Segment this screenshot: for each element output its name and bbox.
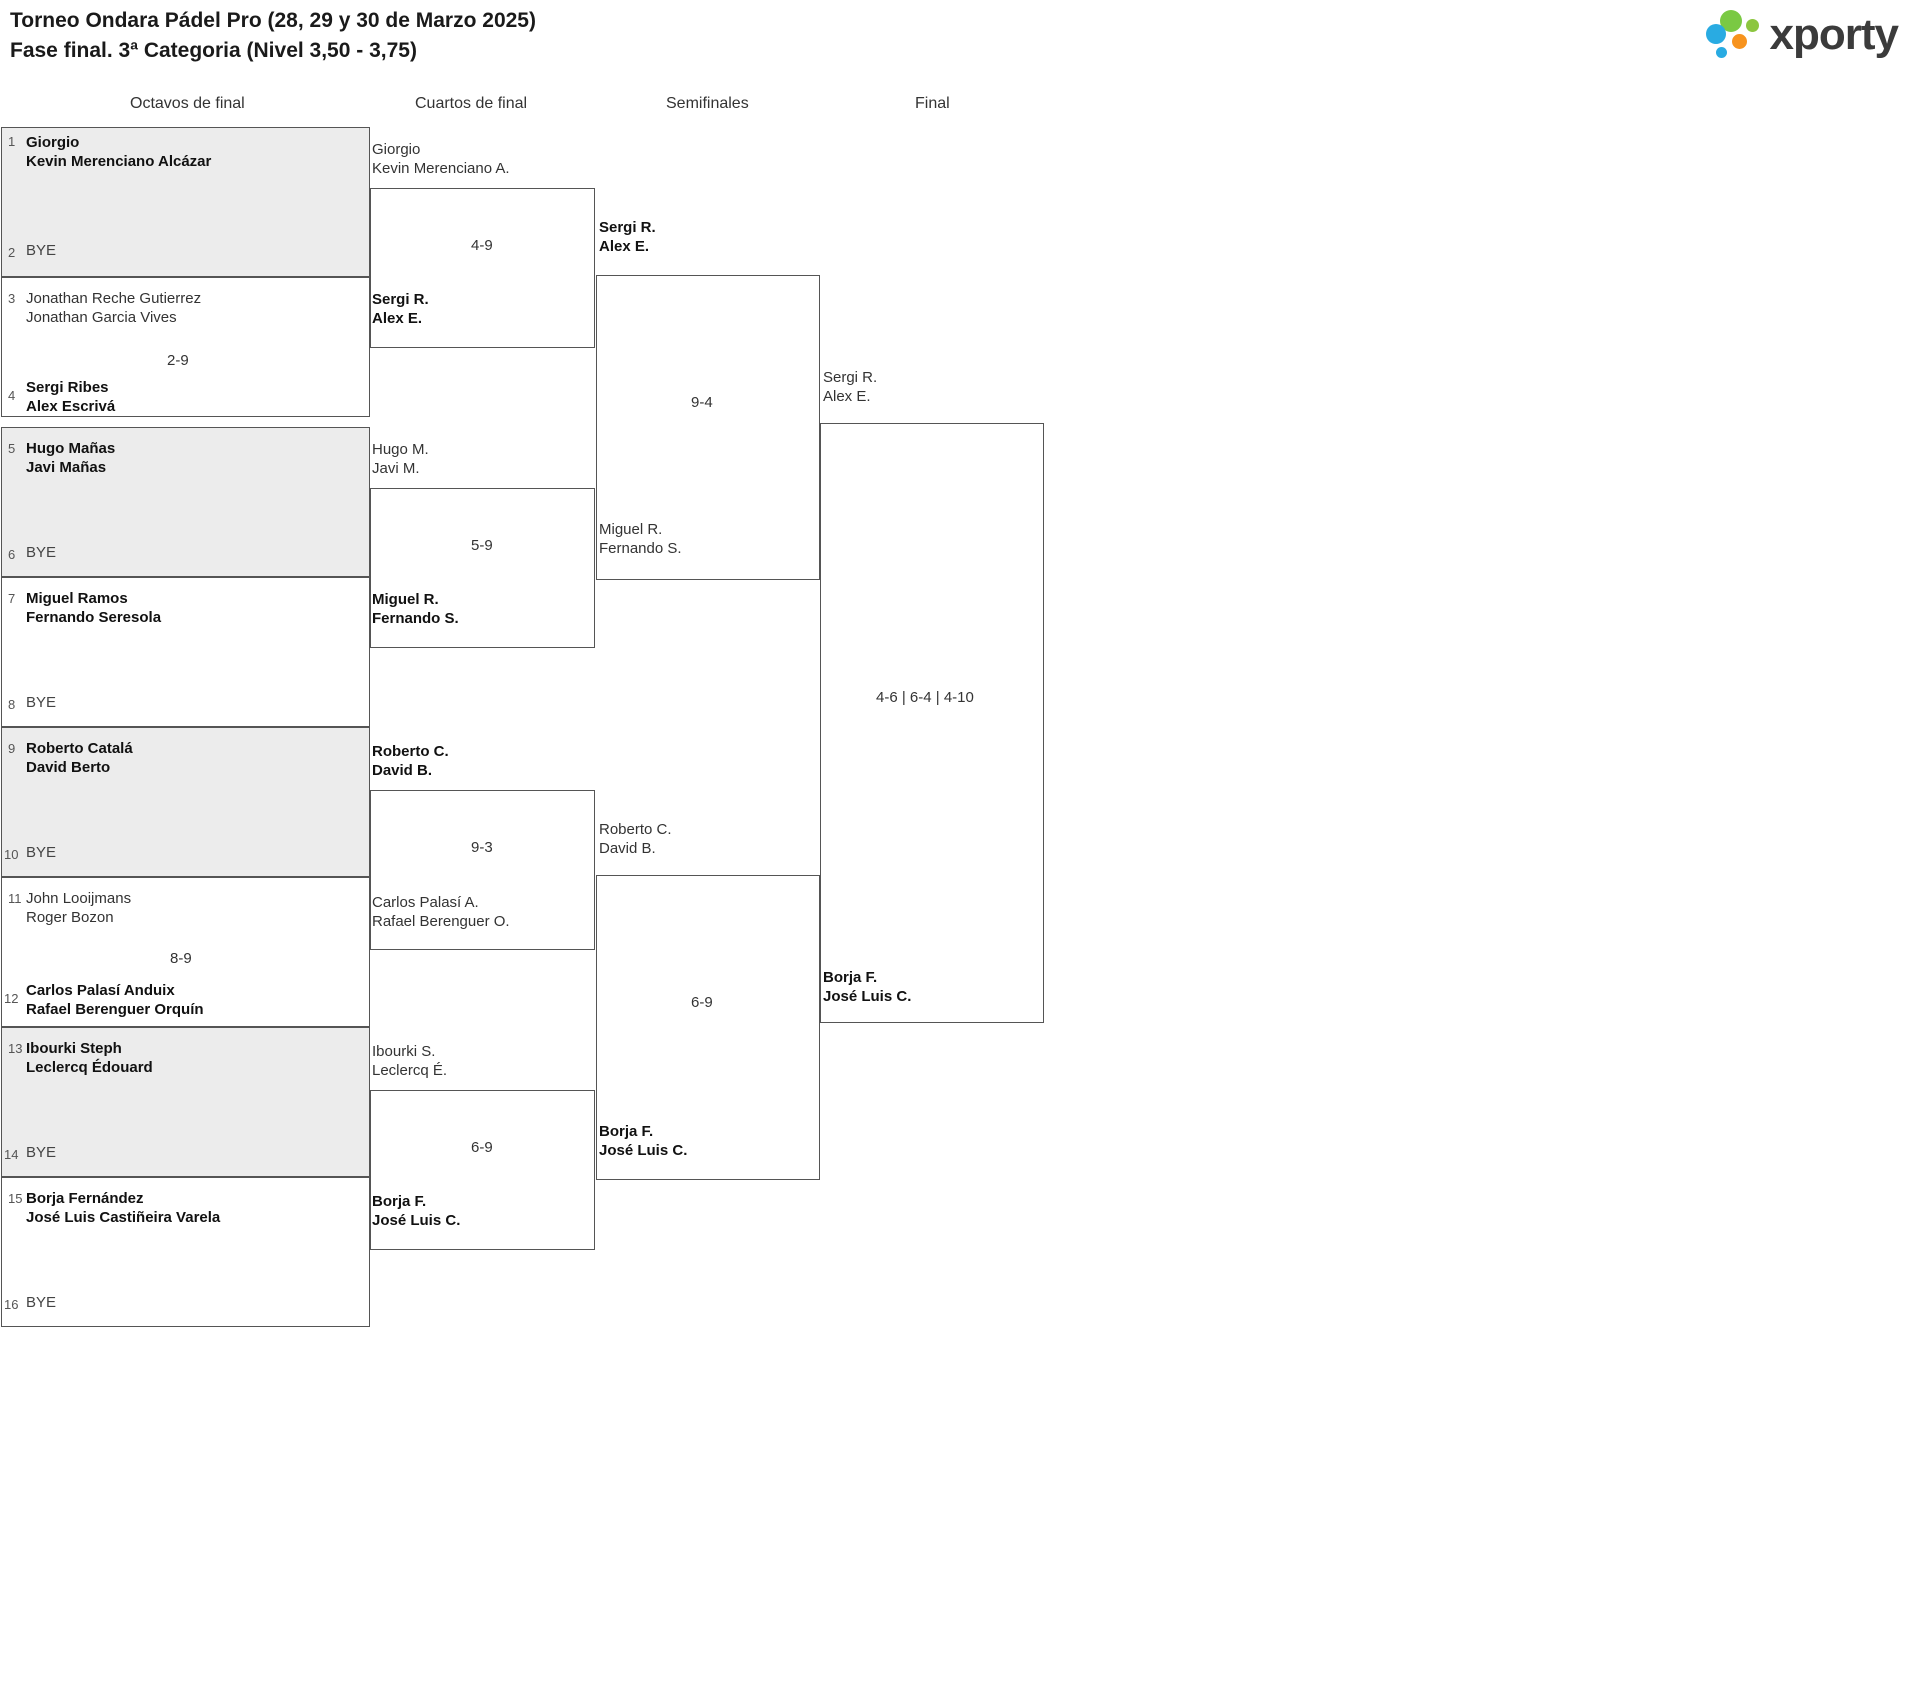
final-match[interactable] [820,423,1044,1023]
r16-match-8[interactable] [1,1177,370,1327]
sf-m2-score: 6-9 [691,994,713,1011]
r16-match-3[interactable] [1,427,370,577]
seed-number: 5 [8,441,16,456]
r16-match-7[interactable] [1,1027,370,1177]
seed-number: 11 [8,891,22,906]
qf-m1-team1: Giorgio Kevin Merenciano A. [372,141,510,177]
qf-m1-score: 4-9 [471,237,493,254]
seed-number: 3 [8,291,16,306]
qf-m3-score: 9-3 [471,839,493,856]
qf-m4-score: 6-9 [471,1139,493,1156]
r16-m6-score: 8-9 [170,950,192,967]
r16-m5-team1: Roberto Catalá David Berto [26,740,133,776]
r16-match-1[interactable] [1,127,370,277]
qf-m2-team2: Miguel R. Fernando S. [372,591,459,627]
r16-m2-score: 2-9 [167,352,189,369]
page-title [10,6,536,66]
qf-m2-score: 5-9 [471,537,493,554]
seed-number: 9 [8,741,16,756]
round-header-semifinales: Semifinales [666,95,749,112]
logo-wordmark: xporty [1769,10,1898,59]
qf-m3-team1: Roberto C. David B. [372,743,449,779]
seed-number: 1 [8,134,16,149]
sf-m1-score: 9-4 [691,394,713,411]
r16-m7-team1: Ibourki Steph Leclercq Édouard [26,1040,153,1076]
seed-number: 13 [8,1041,23,1056]
sf-m1-team1: Sergi R. Alex E. [599,219,656,255]
seed-number: 16 [4,1297,19,1312]
qf-m2-team1: Hugo M. Javi M. [372,441,429,477]
r16-m3-team1: Hugo Mañas Javi Mañas [26,440,116,476]
r16-m6-team1: John Looijmans Roger Bozon [26,890,132,926]
qf-m3-team2: Carlos Palasí A. Rafael Berenguer O. [372,894,510,930]
round-header-octavos: Octavos de final [130,95,245,112]
r16-m4-team1: Miguel Ramos Fernando Seresola [26,590,162,626]
r16-m3-bye: BYE [26,544,57,561]
r16-m2-team2: Sergi Ribes Alex Escrivá [26,379,116,415]
sf-m2-team1: Roberto C. David B. [599,821,672,857]
r16-m4-bye: BYE [26,694,57,711]
title-line-1: Torneo Ondara Pádel Pro (28, 29 y 30 de Marzo 2025) [10,9,536,32]
sf-m1-team2: Miguel R. Fernando S. [599,521,682,557]
r16-m1-team1: Giorgio Kevin Merenciano Alcázar [26,134,212,170]
qf-m1-team2: Sergi R. Alex E. [372,291,429,327]
r16-match-5[interactable] [1,727,370,877]
logo-dots-icon [1706,10,1764,60]
seed-number: 7 [8,591,16,606]
qf-m4-team1: Ibourki S. Leclercq É. [372,1043,448,1079]
round-header-final: Final [915,95,950,112]
seed-number: 4 [8,388,16,403]
r16-m8-team1: Borja Fernández José Luis Castiñeira Varela [26,1190,221,1226]
r16-m1-bye: BYE [26,242,57,259]
sf-m2-team2: Borja F. José Luis C. [599,1123,688,1159]
seed-number: 14 [4,1147,19,1162]
seed-number: 10 [4,847,19,862]
r16-m5-bye: BYE [26,844,57,861]
title-line-2: Fase final. 3ª Categoria (Nivel 3,50 - 3,75) [10,39,417,62]
seed-number: 12 [4,991,19,1006]
r16-m8-bye: BYE [26,1294,57,1311]
seed-number: 6 [8,547,16,562]
r16-m2-team1: Jonathan Reche Gutierrez Jonathan Garcia Vives [26,290,202,326]
qf-m4-team2: Borja F. José Luis C. [372,1193,461,1229]
final-team2: Borja F. José Luis C. [823,969,912,1005]
r16-match-2[interactable] [1,277,370,417]
xporty-logo [1706,10,1898,60]
r16-m6-team2: Carlos Palasí Anduix Rafael Berenguer Orquín [26,982,204,1018]
r16-match-6[interactable] [1,877,370,1027]
seed-number: 8 [8,697,16,712]
r16-m7-bye: BYE [26,1144,57,1161]
seed-number: 15 [8,1191,23,1206]
final-score: 4-6 | 6-4 | 4-10 [876,689,974,706]
seed-number: 2 [8,245,16,260]
round-header-cuartos: Cuartos de final [415,95,528,112]
r16-match-4[interactable] [1,577,370,727]
final-team1: Sergi R. Alex E. [823,369,878,405]
